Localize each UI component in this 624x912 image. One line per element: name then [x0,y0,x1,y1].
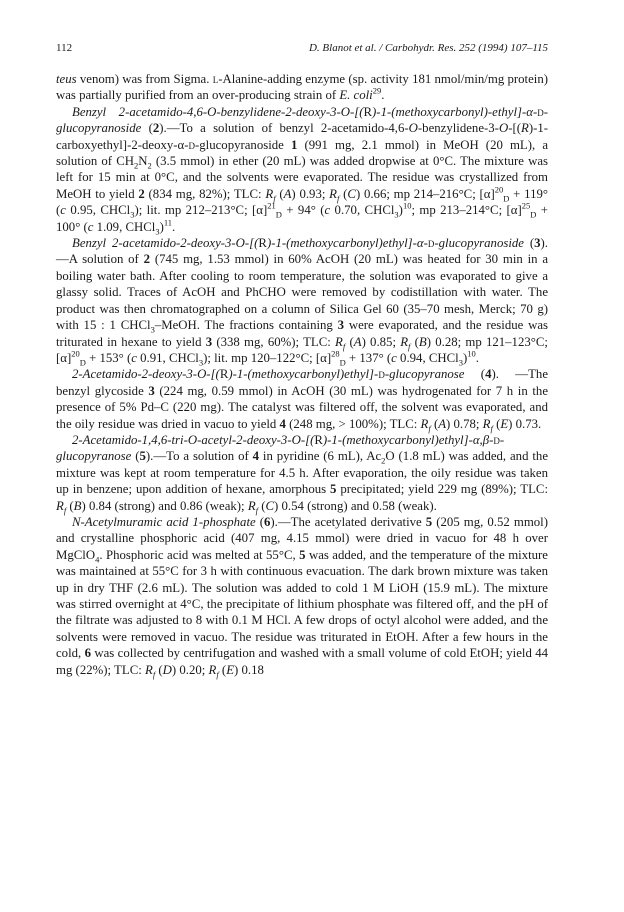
paragraph-continuation: teus venom) was from Sigma. l-Alanine-adding enzyme (sp. activity 181 nmol/min/mg protein) was partially purified from an over-producing strain of E. coli$^{29}$. [56,72,548,103]
paragraph-compound-3: Benzyl 2-acetamido-2-deoxy-3-O-[(R)-1-(methoxycarbonyl)ethyl]-α-d-glucopyranoside (3).—A solution of 2 (745 mg, 1.53 mmol) in 60% AcOH (20 mL) was heated for 30 min in a boiling water bath. After cooling to room temperature, the solution was evaporated to give a glassy solid. Traces of AcOH and PhCHO were removed by codistillation with water. The product was then chromatographed on a column of Silica Gel 60 (35–70 mesh, Merck; 70 g) with 15 : 1 CHCl$_3$–MeOH. The fractions containing 3 were evaporated, and the residue was triturated in hexane to yield 3 (338 mg, 60%); TLC: $R_f$ (A) 0.85; $R_f$ (B) 0.28; mp 121–123°C; $[\alpha]^{20}_D + 153^\circ$ (c 0.91, CHCl$_3$); lit. mp 120–122°C; $[\alpha]^{28}_D + 137^\circ$ (c 0.94, CHCl$_3$)$^{10}$. [56,236,548,368]
paragraph-compound-5: 2-Acetamido-1,4,6-tri-O-acetyl-2-deoxy-3-O-[(R)-1-(methoxycarbonyl)ethyl]-α,β-d-glucopyranose (5).—To a solution of 4 in pyridine (6 mL), $Ac_2O$ (1.8 mL) was added, and the mixture was kept at room temperature for 4.5 h. After evaporation, the oily residue was taken up in benzene; upon addition of hexane, amorphous 5 precipitated; yield 229 mg (89%); TLC: $R_f$ (B) 0.84 (strong) and 0.86 (weak); $R_f$ (C) 0.54 (strong) and 0.58 (weak). [56,432,549,516]
paragraph-compound-2: Benzyl 2-acetamido-4,6-O-benzylidene-2-deoxy-3-O-[(R)-1-(methoxycarbonyl)-ethyl]-α-d-glucopyranoside (2).—To a solution of benzyl 2-acetamido-4,6-O-benzylidene-3-O-[(R)-1-carboxyethyl]-2-deoxy-α-d-glucopyranoside 1 (991 mg, 2.1 mmol) in MeOH (20 mL), a solution of $CH_2N_2$ (3.5 mmol) in ether (20 mL) was added dropwise at 0°C. The mixture was left for 15 min at 0°C, and the solvents were evaporated. The residue was crystallized from MeOH to yield 2 (834 mg, 82%); TLC: $R_f$ (A) 0.93; $R_f$ (C) 0.66; mp 214–216°C; $[\alpha]^{20}_D + 119^\circ$ (c 0.95, CHCl$_3$); lit. mp 212–213°C; $[\alpha]^{21}_D + 94^\circ$ (c 0.70, CHCl$_3$)$^{10}$; mp 213–214°C; $[\alpha]^{25}_D + 100^\circ$ (c 1.09, CHCl$_3$)$^{11}$. [56,104,549,237]
paragraph-compound-6: N-Acetylmuramic acid 1-phosphate (6).—The acetylated derivative 5 (205 mg, 0.52 mmol) and crystalline phosphoric acid (407 mg, 4.15 mmol) were dried in vacuo for 48 h over MgClO$_4$. Phosphoric acid was melted at 55°C, 5 was added, and the temperature of the mixture was maintained at 55°C for 3 h with continuous evacuation. The dark brown mixture was taken up in dry THF (2.6 mL). The solution was added to cold 1 M LiOH (15.9 mL). The mixture was stirred overnight at 4°C, the precipitate of lithium phosphate was filtered off, and the pH of the filtrate was adjusted to 8 with 0.1 M HCl. A few drops of octyl alcohol were added, and the solvents were removed in vacuo. The residue was triturated in EtOH. After a few hours in the cold, 6 was collected by centrifugation and washed with a small volume of cold EtOH; yield 44 mg (22%); TLC: $R_f$ (D) 0.20; $R_f$ (E) 0.18 [56,514,549,680]
paragraph-compound-4: 2-Acetamido-2-deoxy-3-O-[(R)-1-(methoxycarbonyl)ethyl]-d-glucopyranose (4). —The benzyl glycoside 3 (224 mg, 0.59 mmol) in AcOH (30 mL) was hydrogenated for 7 h in the presence of 5% Pd–C (220 mg). The catalyst was filtered off, the solvent was evaporated, and the oily residue was dried in vacuo to yield 4 (248 mg, > 100%); TLC: $R_f$ (A) 0.78; $R_f$ (E) 0.73. [56,367,548,434]
body-text [56,71,548,678]
page-number: 112 [56,42,73,54]
running-head: D. Blanot et al. / Carbohydr. Res. 252 (1994) 107–115 [308,42,548,54]
page-header [56,42,548,58]
